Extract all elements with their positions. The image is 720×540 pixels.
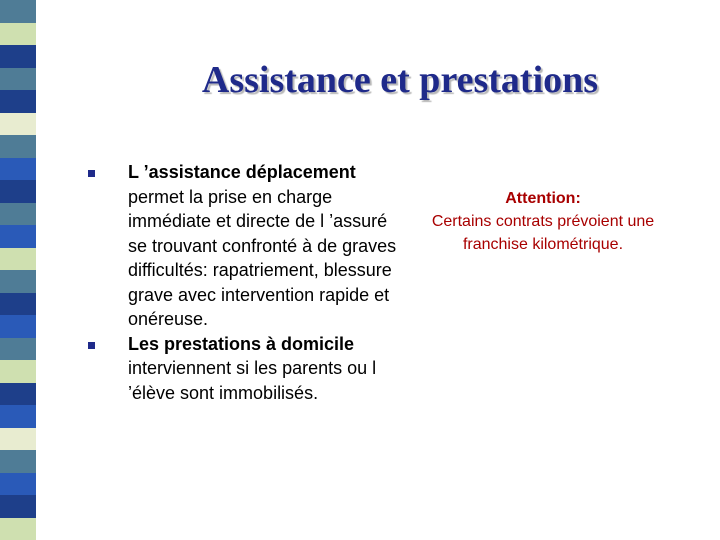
stripe-block: [0, 0, 36, 23]
stripe-block: [0, 23, 36, 46]
stripe-block: [0, 113, 36, 136]
attention-note: [398, 187, 688, 256]
bullet-list: [88, 160, 398, 405]
stripe-block: [0, 383, 36, 406]
stripe-block: [0, 203, 36, 226]
stripe-block: [0, 428, 36, 451]
stripe-block: [0, 270, 36, 293]
stripe-block: [0, 158, 36, 181]
stripe-block: [0, 405, 36, 428]
stripe-block: [0, 473, 36, 496]
stripe-block: [0, 293, 36, 316]
bullet-item-prestations: [88, 332, 398, 406]
bullet-lead: L ’assistance déplacement: [128, 162, 356, 182]
stripe-block: [0, 45, 36, 68]
square-bullet-icon: [88, 342, 95, 349]
decorative-stripe: [0, 0, 36, 540]
slide-title: Assistance et prestations: [201, 59, 599, 101]
square-bullet-icon: [88, 170, 95, 177]
note-body: Certains contrats prévoient une franchise kilométrique.: [431, 213, 655, 253]
stripe-block: [0, 180, 36, 203]
stripe-block: [0, 248, 36, 271]
stripe-block: [0, 360, 36, 383]
bullet-text: permet la prise en charge immédiate et directe de l ’assuré se trouvant confronté à de graves difficultés: rapatriement, blessure grave avec intervention rapide et onéreuse.: [128, 186, 397, 329]
bullet-text: interviennent si les parents ou l ’élève sont immobilisés.: [128, 358, 377, 403]
stripe-block: [0, 315, 36, 338]
note-title: Attention:: [505, 190, 581, 207]
stripe-block: [0, 135, 36, 158]
stripe-block: [0, 495, 36, 518]
bullet-item-assistance: [88, 160, 398, 332]
stripe-block: [0, 68, 36, 91]
stripe-block: [0, 90, 36, 113]
bullet-lead: Les prestations à domicile: [128, 333, 355, 354]
stripe-block: [0, 338, 36, 361]
stripe-block: [0, 518, 36, 540]
stripe-block: [0, 225, 36, 248]
stripe-block: [0, 450, 36, 473]
